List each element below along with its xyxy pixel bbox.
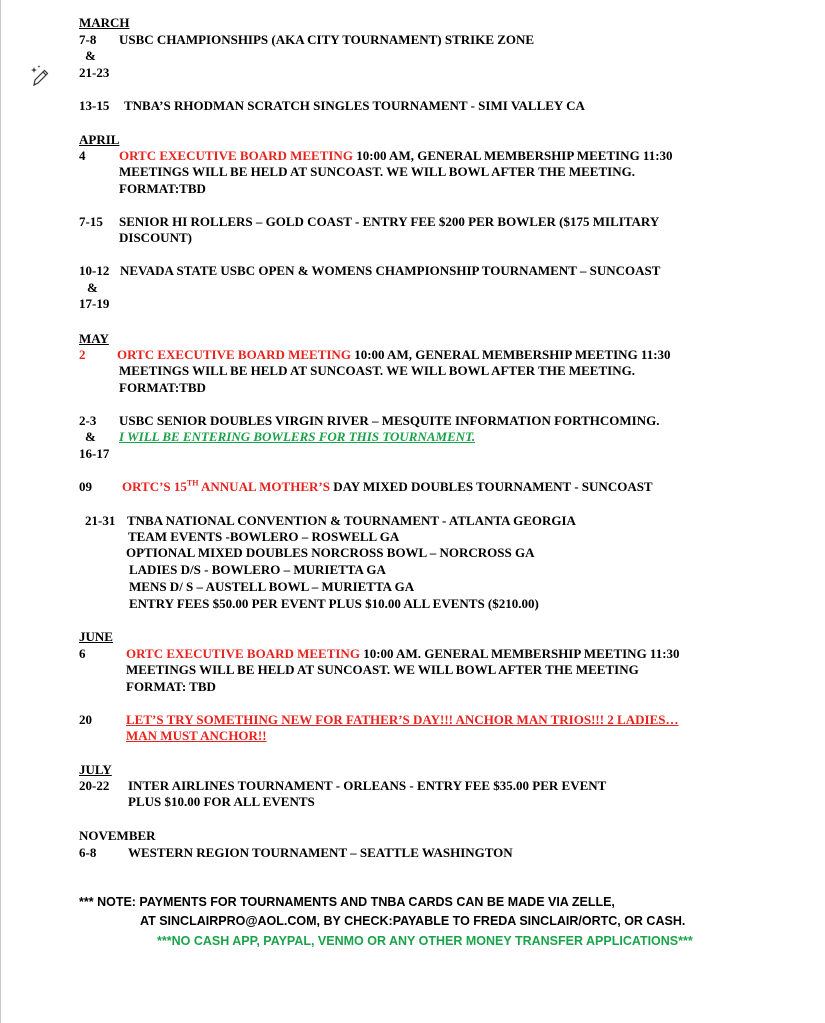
event-text: FORMAT:TBD	[119, 380, 206, 395]
fathers-day-text: LET’S TRY SOMETHING NEW FOR FATHER’S DAY!!! ANCHOR MAN TRIOS!!! 2 LADIES…	[126, 712, 679, 727]
event-date: 20-22	[79, 778, 110, 793]
board-meeting-label: ORTC EXECUTIVE BOARD MEETING	[126, 646, 360, 661]
event-date: 21-23	[79, 65, 110, 80]
event-date: 7-15	[79, 214, 103, 229]
month-heading-june: JUNE	[79, 629, 113, 644]
event-date: 7-8	[79, 32, 97, 47]
event-date: 21-31	[85, 513, 116, 528]
event-date: 2	[79, 347, 86, 362]
event-text: FORMAT:TBD	[119, 181, 206, 196]
pen-sparkle-icon[interactable]	[30, 64, 50, 88]
board-meeting-label: ORTC EXECUTIVE BOARD MEETING	[119, 148, 353, 163]
event-text: PLUS $10.00 FOR ALL EVENTS	[128, 794, 315, 809]
event-date: 17-19	[79, 296, 110, 311]
ampersand: &	[85, 48, 96, 63]
fathers-day-text: MAN MUST ANCHOR!!	[126, 728, 267, 743]
event-text: TNBA NATIONAL CONVENTION & TOURNAMENT - ATLANTA GEORGIA	[127, 513, 576, 528]
event-text: MEETINGS WILL BE HELD AT SUNCOAST. WE WILL BOWL AFTER THE MEETING.	[119, 363, 635, 378]
event-text: WESTERN REGION TOURNAMENT – SEATTLE WASHINGTON	[128, 845, 513, 860]
board-meeting-label: ORTC EXECUTIVE BOARD MEETING	[117, 347, 351, 362]
event-text: DISCOUNT)	[119, 230, 192, 245]
sub-event: TEAM EVENTS -BOWLERO – ROSWELL GA	[128, 529, 400, 544]
month-heading-may: MAY	[79, 331, 109, 346]
event-text: FORMAT: TBD	[126, 679, 216, 694]
ampersand: &	[87, 280, 98, 295]
month-heading-april: APRIL	[79, 132, 120, 147]
sub-event: ENTRY FEES $50.00 PER EVENT PLUS $10.00 ALL EVENTS ($210.00)	[129, 596, 539, 611]
event-text: MEETINGS WILL BE HELD AT SUNCOAST. WE WILL BOWL AFTER THE MEETING	[126, 662, 639, 677]
sub-event: OPTIONAL MIXED DOUBLES NORCROSS BOWL – NORCROSS GA	[126, 545, 535, 560]
event-date: 09	[79, 479, 92, 494]
sub-event: MENS D/ S – AUSTELL BOWL – MURIETTA GA	[129, 579, 415, 594]
event-date: 6	[79, 646, 86, 661]
event-text: MEETINGS WILL BE HELD AT SUNCOAST. WE WILL BOWL AFTER THE MEETING.	[119, 164, 635, 179]
event-text: ORTC EXECUTIVE BOARD MEETING 10:00 AM. GENERAL MEMBERSHIP MEETING 11:30	[126, 646, 680, 661]
event-text: INTER AIRLINES TOURNAMENT - ORLEANS - ENTRY FEE $35.00 PER EVENT	[128, 778, 607, 793]
payment-note: AT SINCLAIRPRO@AOL.COM, BY CHECK:PAYABLE TO FREDA SINCLAIR/ORTC, OR CASH.	[140, 914, 686, 928]
event-text: ORTC EXECUTIVE BOARD MEETING 10:00 AM, GENERAL MEMBERSHIP MEETING 11:30	[117, 347, 671, 362]
event-text: ORTC’S 15TH ANNUAL MOTHER’S DAY MIXED DOUBLES TOURNAMENT - SUNCOAST	[122, 478, 653, 494]
event-date: 20	[79, 712, 92, 727]
page-left-border	[0, 0, 1, 1023]
no-cash-app-note: ***NO CASH APP, PAYPAL, VENMO OR ANY OTHER MONEY TRANSFER APPLICATIONS***	[157, 934, 693, 948]
event-text: NEVADA STATE USBC OPEN & WOMENS CHAMPIONSHIP TOURNAMENT – SUNCOAST	[120, 263, 661, 278]
event-text: SENIOR HI ROLLERS – GOLD COAST - ENTRY FEE $200 PER BOWLER ($175 MILITARY	[119, 214, 660, 229]
event-text: ORTC EXECUTIVE BOARD MEETING 10:00 AM, GENERAL MEMBERSHIP MEETING 11:30	[119, 148, 673, 163]
ampersand: &	[85, 429, 96, 444]
event-date: 2-3	[79, 413, 97, 428]
month-heading-july: JULY	[79, 762, 112, 777]
event-text: USBC SENIOR DOUBLES VIRGIN RIVER – MESQUITE INFORMATION FORTHCOMING.	[119, 413, 660, 428]
event-date: 16-17	[79, 446, 110, 461]
event-date: 13-15	[79, 98, 110, 113]
event-text: USBC CHAMPIONSHIPS (AKA CITY TOURNAMENT) STRIKE ZONE	[119, 32, 535, 47]
sub-event: LADIES D/S - BOWLERO – MURIETTA GA	[129, 562, 386, 577]
payment-note: *** NOTE: PAYMENTS FOR TOURNAMENTS AND TNBA CARDS CAN BE MADE VIA ZELLE,	[79, 895, 615, 909]
event-text: TNBA’S RHODMAN SCRATCH SINGLES TOURNAMENT - SIMI VALLEY CA	[124, 98, 585, 113]
event-date: 4	[79, 148, 86, 163]
event-date: 6-8	[79, 845, 97, 860]
entering-bowlers-note: I WILL BE ENTERING BOWLERS FOR THIS TOURNAMENT.	[119, 429, 476, 444]
event-date: 10-12	[79, 263, 110, 278]
month-heading-march: MARCH	[79, 15, 130, 30]
month-heading-november: NOVEMBER	[79, 828, 156, 843]
